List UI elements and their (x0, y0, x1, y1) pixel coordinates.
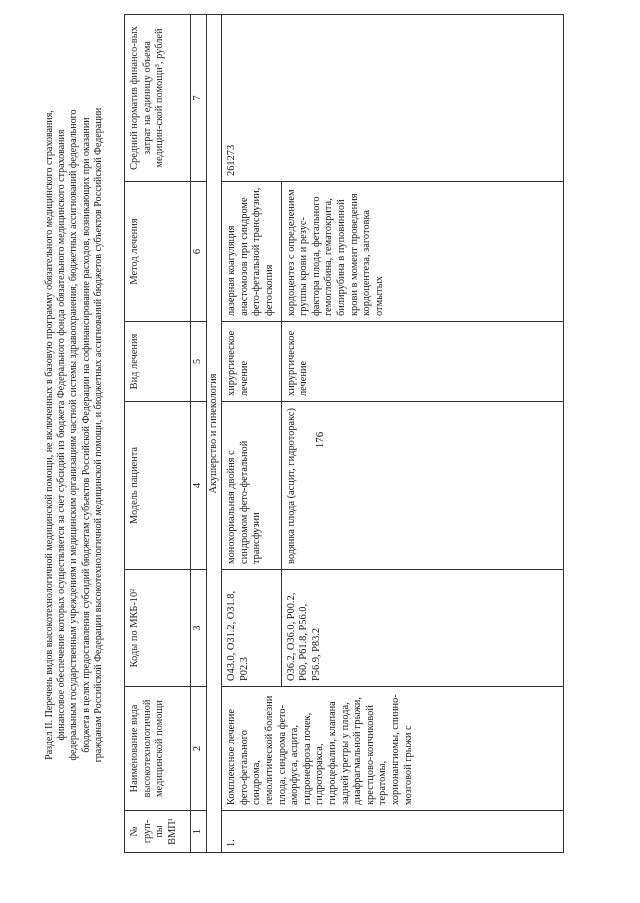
column-number: 5 (191, 322, 207, 402)
treatment-type-cell: хирургическое лечение (222, 322, 281, 402)
column-header-cost-norm: Средний норматив финансо-вых затрат на единицу объема медицин-ской помощи³, рублей (125, 15, 191, 182)
section-title: Акушерство и гинекология (206, 15, 222, 853)
section-row (206, 15, 222, 853)
heading-line: федеральным государственным учреждениям и медицинским организациям частной системы здравоохранения, бюджетных ассигнований федерального (68, 109, 80, 761)
column-number: 3 (191, 570, 207, 687)
page-number: 176 (314, 431, 326, 449)
column-header-treatment-method: Метод лечения (125, 182, 191, 322)
treatment-type-cell: хирургическое лечение (281, 322, 563, 402)
treatment-method-cell: кордоцентез с определением группы крови и резус-фактора плода, фетального гемоглобина, гематокрита, билирубина в пуповинной крови в момент проведения кордоцентеза, заготовка отмытых (281, 182, 563, 322)
group-number-cell: 1. (222, 811, 564, 853)
column-header-icd-codes: Коды по МКБ-10² (125, 570, 191, 687)
vmp-table (124, 14, 564, 853)
rotated-page-content (44, 15, 640, 855)
column-header-group-number: № груп-пы ВМП¹ (125, 811, 191, 853)
icd-codes-cell: O43.0, O31.2, O31.8, P02.3 (222, 570, 281, 687)
column-number-row (191, 15, 207, 853)
heading-line: бюджета в целях предоставления субсидий бюджетам субъектов Российской Федерации на софинансирование расходов, возникающих при оказании (80, 117, 92, 753)
heading-line: финансовое обеспечение которых осуществляется за счет субсидий из бюджета Федерального фонда обязательного медицинского страхования (56, 129, 68, 741)
table-row (222, 15, 281, 853)
column-number: 1 (191, 811, 207, 853)
treatment-method-cell: лазерная коагуляция анастомозов при синдроме фето-фетальной трансфузии, фетоскопия (222, 182, 281, 322)
table-header-row (125, 15, 191, 853)
section-heading (44, 15, 122, 855)
column-number: 2 (191, 687, 207, 811)
patient-model-cell: монохориальная двойня с синдромом фето-фетальной трансфузии (222, 402, 281, 570)
cost-norm-cell: 261273 (222, 15, 564, 182)
heading-line: Раздел II. Перечень видов высокотехнологичной медицинской помощи, не включенных в базовую программу обязательного медицинского страхования, (44, 110, 55, 760)
column-number: 7 (191, 15, 207, 182)
column-number: 4 (191, 402, 207, 570)
icd-codes-cell: O36.2, O36.0, P00.2, P60, P61.8, P56.0, P56.9, P83.2 (281, 570, 563, 687)
column-header-vmp-name: Наименование вида высокотехнологичной медицинской помощи (125, 687, 191, 811)
column-header-patient-model: Модель пациента (125, 402, 191, 570)
group-name-cell: Комплексное лечение фето-фетального синдрома, гемолитической болезни плода, синдрома фето-аморфуса, асцита, гидронефроза почек, гидроторакса, гидроцефалии, клапана задней уретры у плода, диафрагмальной грыжи, крестцово-копчиковой тератомы, хорионангиомы, спинно-мозговой грыжи с (222, 687, 564, 811)
column-number: 6 (191, 182, 207, 322)
heading-line: гражданам Российской Федерации высокотехнологичной медицинской помощи, и бюджетных ассигнований бюджетов субъектов Российской Федерации (92, 107, 104, 763)
column-header-treatment-type: Вид лечения (125, 322, 191, 402)
patient-model-cell: водянка плода (асцит, гидроторакс) (281, 402, 563, 570)
